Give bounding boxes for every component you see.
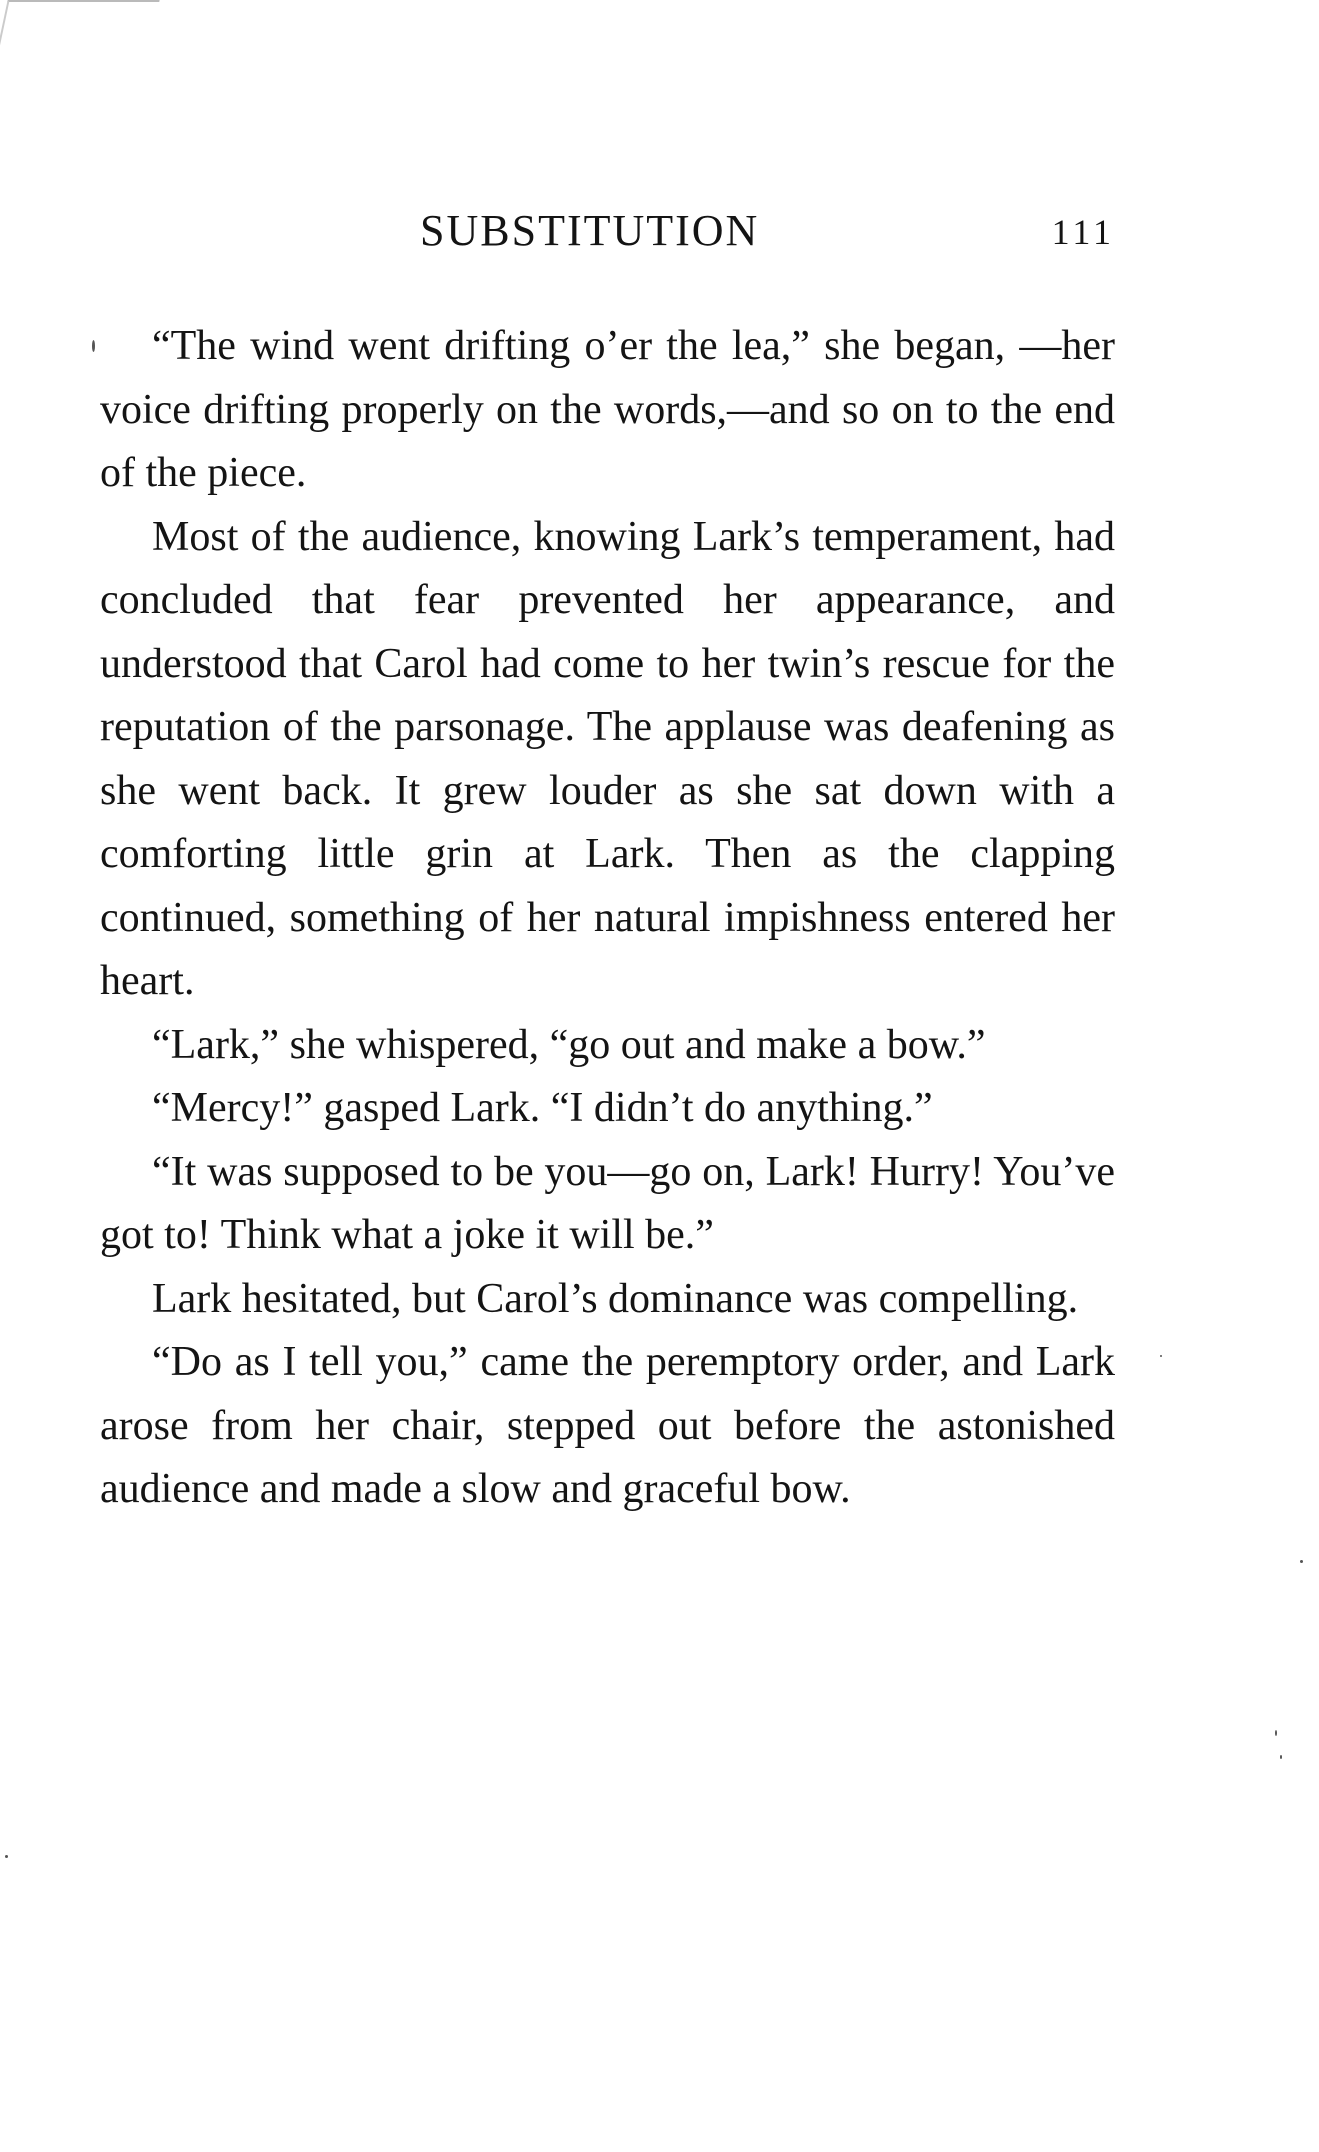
scan-speck — [5, 1855, 8, 1858]
paragraph: “Lark,” she whispered, “go out and make a bow.” — [152, 1021, 986, 1068]
paragraph: “The wind went drifting o’er the lea,” she began, —her voice drifting properly on the words,—and so on to the end of the piece. — [100, 323, 1115, 496]
scan-edge-mark — [0, 0, 160, 72]
paragraph: “It was supposed to be you—go on, Lark! Hurry! You’ve got to! Think what a joke it will be.” — [100, 1148, 1115, 1258]
paragraph: Most of the audience, knowing Lark’s temperament, had concluded that fear prevented her appearance, and understood that Carol had come to her twin’s rescue for the reputation of the parsonage. The applause was deafening as she went back. It grew louder as she sat down with a comforting little grin at Lark. Then as the clapping continued, something of her natural impishness entered her heart. — [100, 513, 1115, 1004]
scan-speck — [1280, 1755, 1282, 1759]
paragraph: Lark hesitated, but Carol’s dominance was compelling. — [152, 1275, 1079, 1322]
scan-speck — [92, 340, 95, 352]
body-text — [100, 315, 1115, 1522]
scan-speck — [1160, 1355, 1162, 1357]
page-number: 111 — [1051, 212, 1115, 252]
scan-speck — [1300, 1560, 1303, 1563]
page-header — [100, 205, 1115, 265]
running-head: SUBSTITUTION — [420, 206, 760, 255]
paragraph: “Do as I tell you,” came the peremptory order, and Lark arose from her chair, stepped out before the astonished audience and made a slow and graceful bow. — [100, 1339, 1115, 1512]
paragraph: “Mercy!” gasped Lark. “I didn’t do anything.” — [152, 1085, 933, 1131]
scan-speck — [1275, 1730, 1277, 1736]
